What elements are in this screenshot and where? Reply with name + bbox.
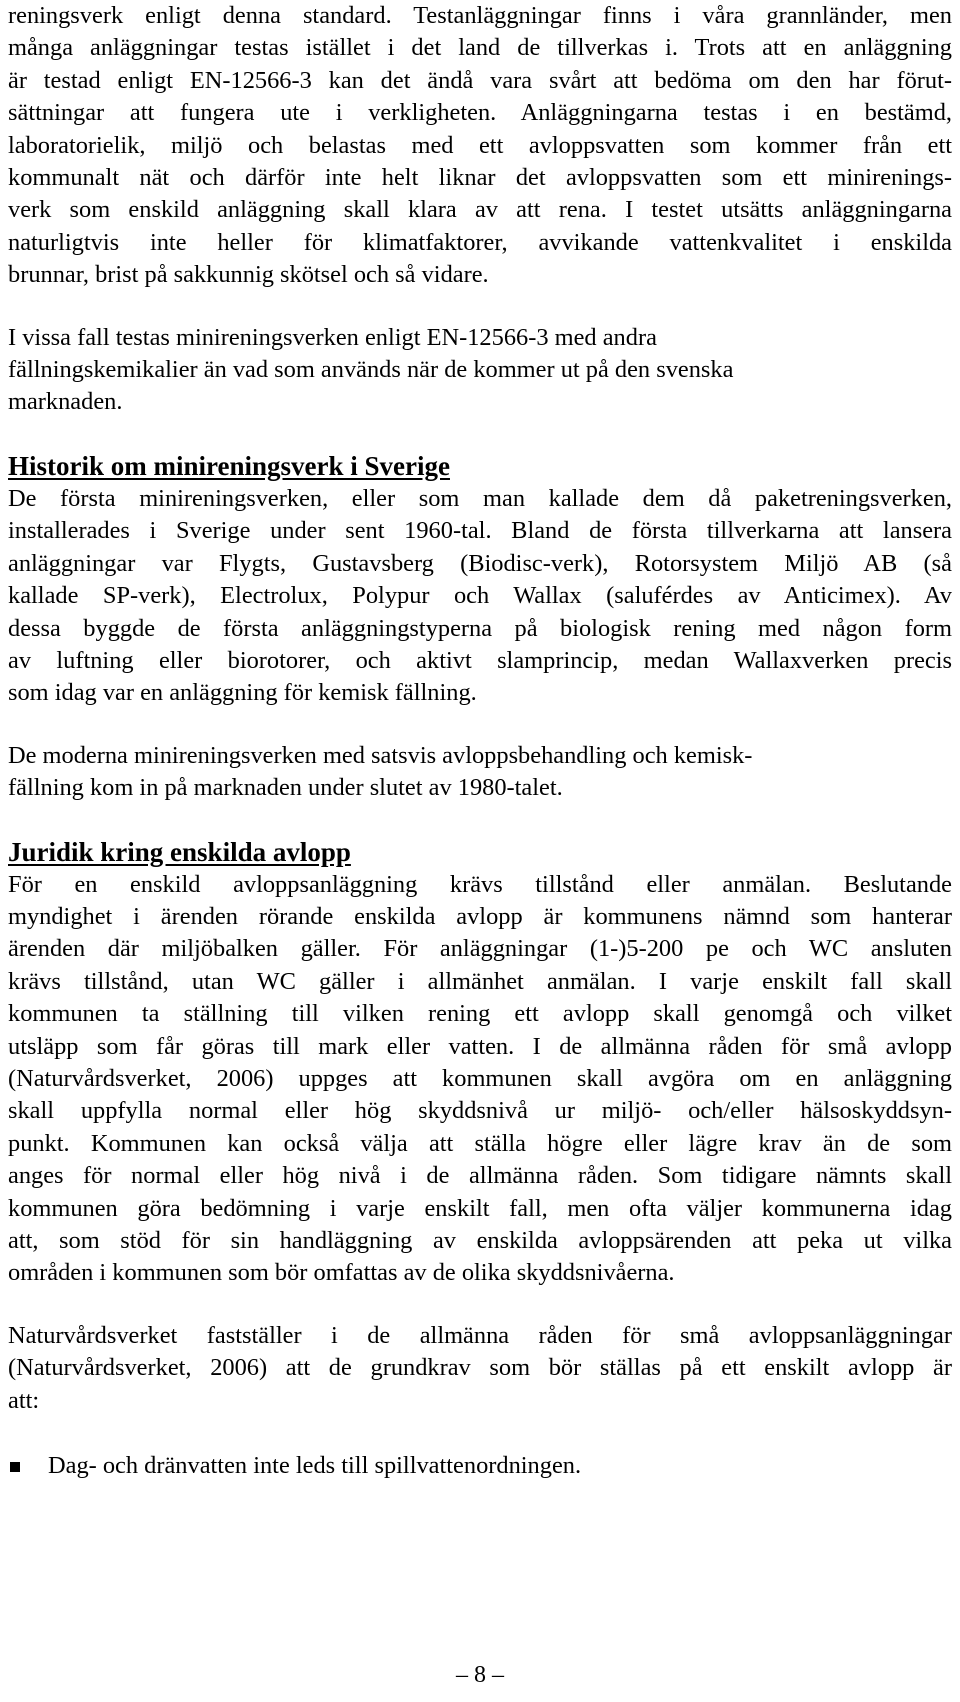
text-line: många anläggningar testas istället i det land de tillverkas i. Trots att en anläggning bbox=[8, 34, 952, 62]
text-line: kommunen göra bedömning i varje enskilt fall, men ofta väljer kommunerna idag bbox=[8, 1194, 952, 1222]
text-line: De första minireningsverken, eller som man kallade dem då paketreningsverken, bbox=[8, 484, 952, 512]
text-line: (Naturvårdsverket, 2006) uppges att kommunen skall avgöra om en anläggning bbox=[8, 1064, 952, 1092]
text-line: I vissa fall testas minireningsverken enligt EN-12566-3 med andra bbox=[8, 323, 657, 351]
text-line: reningsverk enligt denna standard. Testanläggningar finns i våra grannländer, men bbox=[8, 2, 952, 29]
text-line: anges för normal eller hög nivå i de allmänna råden. Som tidigare nämnts skall bbox=[8, 1162, 952, 1190]
square-bullet-icon bbox=[10, 1462, 20, 1472]
text-line: brunnar, brist på sakkunnig skötsel och så vidare. bbox=[8, 261, 489, 289]
text-line: installerades i Sverige under sent 1960-tal. Bland de första tillverkarna att lansera bbox=[8, 517, 952, 545]
text-line: naturligtvis inte heller för klimatfaktorer, avvikande vattenkvalitet i enskilda bbox=[8, 228, 952, 256]
text-line: punkt. Kommunen kan också välja att ställa högre eller lägre krav än de som bbox=[8, 1129, 952, 1157]
paragraph-requirements bbox=[8, 1320, 952, 1417]
section-heading-legal: Juridik kring enskilda avlopp bbox=[8, 836, 351, 867]
document-page bbox=[8, 0, 952, 1482]
section-heading-history: Historik om minireningsverk i Sverige bbox=[8, 450, 450, 481]
text-line: att: bbox=[8, 1386, 40, 1414]
text-line: dessa byggde de första anläggningstyperna på biologisk rening med någon form bbox=[8, 614, 952, 642]
text-line: kommunen ta ställning till vilken rening ett avlopp skall genomgå och vilket bbox=[8, 1000, 952, 1028]
text-line: fällningskemikalier än vad som används när de kommer ut på den svenska bbox=[8, 356, 734, 384]
text-line: utsläpp som får göras till mark eller vatten. I de allmänna råden för små avlopp bbox=[8, 1032, 952, 1060]
text-line: (Naturvårdsverket, 2006) att de grundkrav som bör ställas på ett enskilt avlopp är bbox=[8, 1354, 952, 1382]
paragraph-legal bbox=[8, 869, 952, 1290]
text-line: kallade SP-verk), Electrolux, Polypur och Wallax (saluférdes av Anticimex). Av bbox=[8, 582, 952, 610]
page-number: – 8 – bbox=[456, 1662, 504, 1688]
bullet-item bbox=[8, 1450, 952, 1482]
text-line: som idag var en anläggning för kemisk fällning. bbox=[8, 679, 477, 707]
text-line: är testad enligt EN-12566-3 kan det ändå vara svårt att bedöma om den har förut- bbox=[8, 66, 952, 94]
text-line: ärenden där miljöbalken gäller. För anläggningar (1-)5-200 pe och WC ansluten bbox=[8, 935, 952, 963]
text-line: områden i kommunen som bör omfattas av de olika skyddsnivåerna. bbox=[8, 1259, 675, 1287]
text-line: verk som enskild anläggning skall klara av att rena. I testet utsätts anläggningarna bbox=[8, 196, 952, 224]
text-line: skall uppfylla normal eller hög skyddsnivå ur miljö- och/eller hälsoskyddsyn- bbox=[8, 1097, 952, 1125]
text-line: De moderna minireningsverken med satsvis avloppsbehandling och kemisk- bbox=[8, 741, 753, 769]
text-line: kommunalt nät och därför inte helt liknar det avloppsvatten som ett minirenings- bbox=[8, 164, 952, 192]
text-line: anläggningar var Flygts, Gustavsberg (Biodisc-verk), Rotorsystem Miljö AB (så bbox=[8, 549, 952, 577]
paragraph-history bbox=[8, 483, 952, 710]
text-line: av luftning eller biorotorer, och aktivt slamprincip, medan Wallaxverken precis bbox=[8, 646, 952, 674]
text-line: sättningar att fungera ute i verkligheten. Anläggningarna testas i en bestämd, bbox=[8, 99, 952, 127]
bullet-text: Dag- och dränvatten inte leds till spillvattenordningen. bbox=[48, 1452, 582, 1480]
text-line: För en enskild avloppsanläggning krävs tillstånd eller anmälan. Beslutande bbox=[8, 870, 952, 898]
text-line: att, som stöd för sin handläggning av enskilda avloppsärenden att peka ut vilka bbox=[8, 1227, 952, 1254]
paragraph-chemicals bbox=[8, 322, 952, 419]
text-line: myndighet i ärenden rörande enskilda avlopp är kommunens nämnd som hanterar bbox=[8, 902, 952, 930]
paragraph-testing bbox=[8, 0, 952, 292]
text-line: krävs tillstånd, utan WC gäller i allmänhet anmälan. I varje enskilt fall skall bbox=[8, 967, 952, 995]
text-line: Naturvårdsverket fastställer i de allmänna råden för små avloppsanläggningar bbox=[8, 1321, 952, 1349]
text-line: fällning kom in på marknaden under slutet av 1980-talet. bbox=[8, 774, 563, 802]
text-line: marknaden. bbox=[8, 388, 123, 416]
text-line: laboratorielik, miljö och belastas med ett avloppsvatten som kommer från ett bbox=[8, 131, 952, 159]
paragraph-modern bbox=[8, 740, 952, 805]
